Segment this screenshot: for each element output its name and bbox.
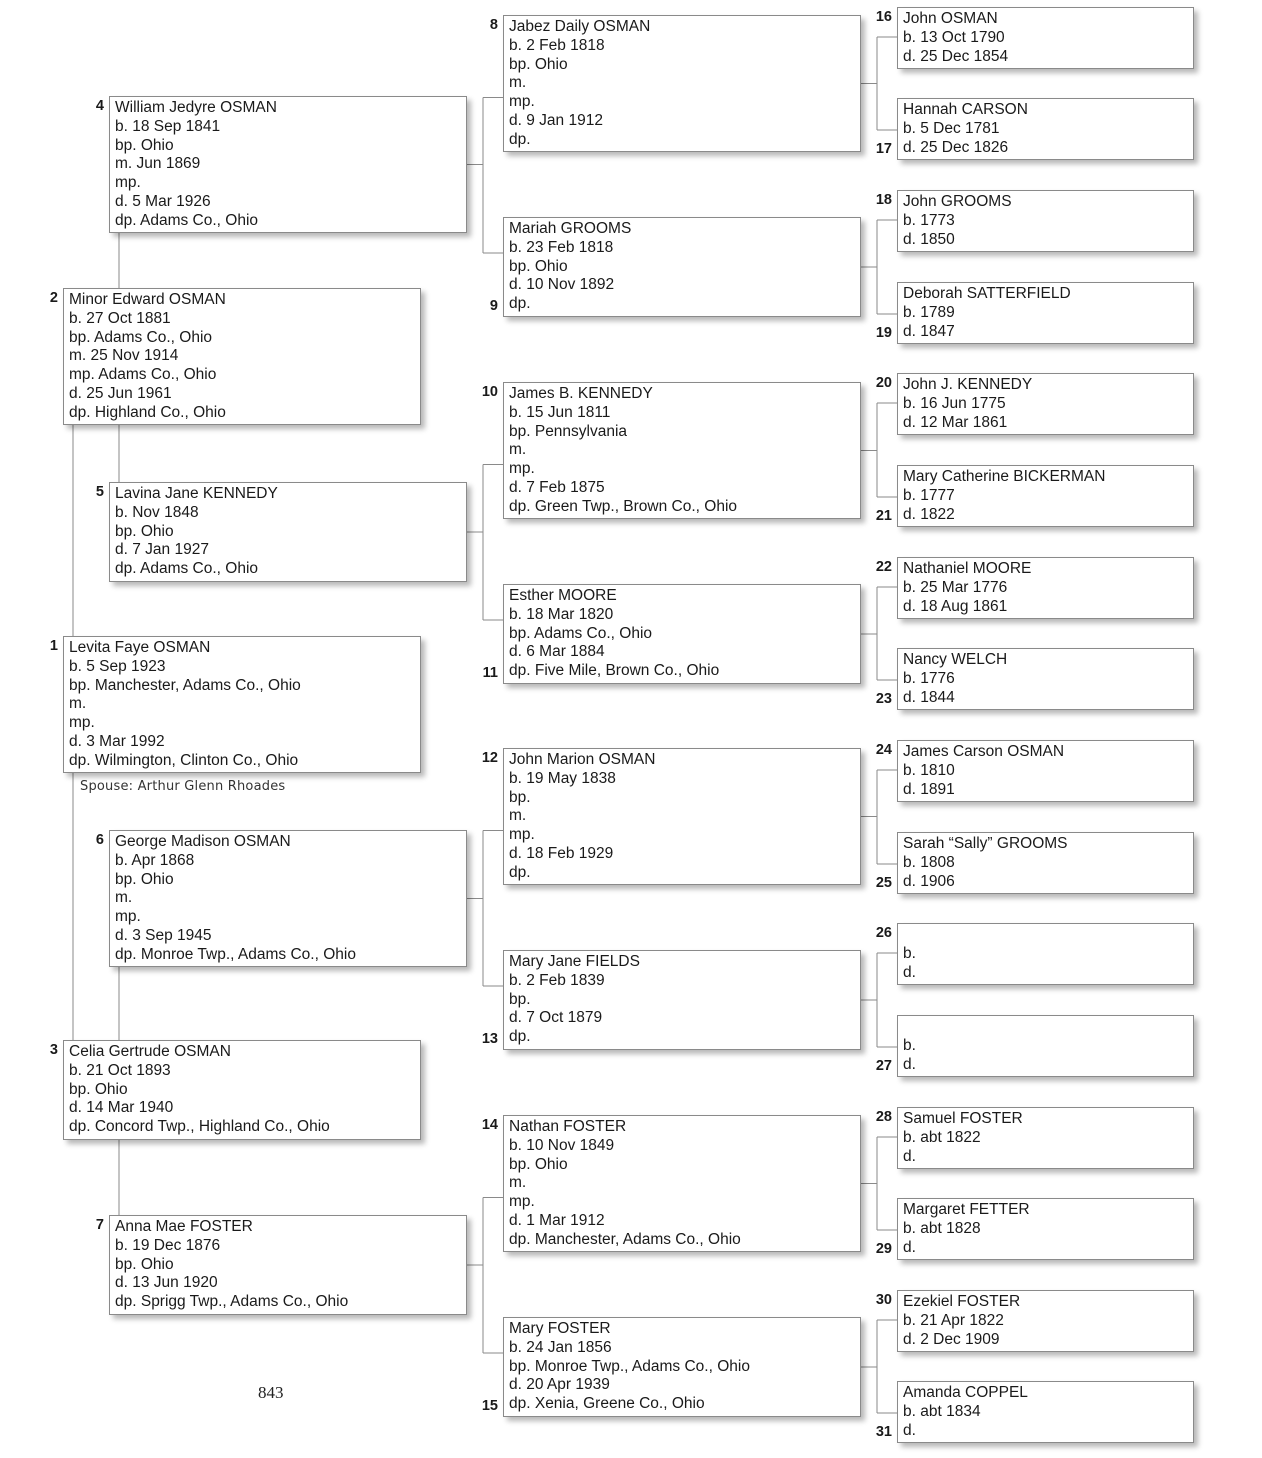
person-detail: b. 24 Jan 1856 [509, 1338, 612, 1356]
person-box-26 [897, 923, 1194, 985]
person-detail: d. 25 Jun 1961 [69, 384, 172, 402]
person-detail: d. [903, 963, 916, 981]
person-detail: m. [509, 74, 527, 92]
person-detail: bp. Adams Co., Ohio [509, 624, 653, 642]
person-number-11: 11 [482, 665, 498, 681]
person-detail: mp. [69, 714, 95, 732]
person-detail: b. abt 1834 [903, 1402, 981, 1420]
person-detail: dp. Sprigg Twp., Adams Co., Ohio [115, 1293, 349, 1311]
person-detail: dp. Manchester, Adams Co., Ohio [509, 1230, 741, 1248]
person-box-29 [897, 1198, 1194, 1260]
person-detail: d. 5 Mar 1926 [115, 192, 211, 210]
person-detail: bp. Pennsylvania [509, 422, 628, 440]
person-detail: bp. Ohio [509, 55, 568, 73]
person-detail: b. 1776 [903, 669, 955, 687]
person-name: Mary Catherine BICKERMAN [903, 468, 1106, 485]
person-detail: dp. Wilmington, Clinton Co., Ohio [69, 751, 299, 769]
person-detail: b. 27 Oct 1881 [69, 309, 171, 327]
person-name: William Jedyre OSMAN [115, 99, 277, 116]
person-box-22 [897, 557, 1194, 619]
person-box-10 [503, 382, 861, 519]
person-detail: b. 1777 [903, 486, 955, 504]
person-number-18: 18 [875, 192, 892, 208]
person-box-21 [897, 465, 1194, 527]
person-detail: b. 10 Nov 1849 [509, 1136, 615, 1154]
person-detail: dp. [509, 1028, 531, 1046]
person-detail: b. 25 Mar 1776 [903, 578, 1008, 596]
person-name [903, 1018, 1193, 1037]
person-detail: dp. [509, 130, 531, 148]
person-box-9 [503, 217, 861, 317]
person-detail: b. 2 Feb 1839 [509, 971, 605, 989]
person-name: Margaret FETTER [903, 1201, 1030, 1218]
person-detail: dp. [509, 295, 531, 313]
person-box-3 [63, 1040, 421, 1140]
person-detail: mp. [509, 460, 535, 478]
person-name: Deborah SATTERFIELD [903, 285, 1071, 302]
person-detail: dp. Five Mile, Brown Co., Ohio [509, 662, 720, 680]
person-number-21: 21 [875, 508, 892, 524]
person-name: Mary Jane FIELDS [509, 953, 640, 970]
person-detail: d. 18 Aug 1861 [903, 597, 1008, 615]
person-detail: d. 2 Dec 1909 [903, 1330, 1000, 1348]
person-name: Anna Mae FOSTER [115, 1218, 253, 1235]
person-box-4 [109, 96, 467, 233]
person-detail: b. Apr 1868 [115, 851, 195, 869]
person-box-1 [63, 636, 421, 773]
person-detail: m. [69, 695, 87, 713]
person-detail: d. 12 Mar 1861 [903, 413, 1008, 431]
person-number-14: 14 [481, 1117, 498, 1133]
person-detail: bp. Adams Co., Ohio [69, 328, 213, 346]
person-box-15 [503, 1317, 861, 1417]
person-detail: d. 3 Sep 1945 [115, 926, 212, 944]
person-detail: d. 7 Oct 1879 [509, 1009, 603, 1027]
person-detail: b. 1810 [903, 761, 955, 779]
person-detail: dp. Adams Co., Ohio [115, 211, 259, 229]
person-name: James Carson OSMAN [903, 743, 1065, 760]
person-detail: mp. [509, 1193, 535, 1211]
person-detail: d. 1850 [903, 230, 955, 248]
person-box-17 [897, 98, 1194, 160]
person-number-4: 4 [95, 98, 104, 114]
person-name: Levita Faye OSMAN [69, 639, 211, 656]
person-detail: dp. Monroe Twp., Adams Co., Ohio [115, 945, 356, 963]
person-detail: bp. Ohio [69, 1080, 128, 1098]
person-detail: bp. [509, 788, 531, 806]
person-detail: d. 1844 [903, 688, 955, 706]
person-name: Nathan FOSTER [509, 1118, 627, 1135]
person-name: John J. KENNEDY [903, 376, 1033, 393]
person-box-23 [897, 648, 1194, 710]
person-number-17: 17 [875, 141, 892, 157]
person-name: Sarah “Sally” GROOMS [903, 835, 1068, 852]
person-number-28: 28 [875, 1109, 892, 1125]
person-detail: b. 5 Dec 1781 [903, 119, 1000, 137]
person-detail: d. 6 Mar 1884 [509, 643, 605, 661]
person-number-2: 2 [49, 290, 58, 306]
person-detail: dp. Highland Co., Ohio [69, 403, 226, 421]
person-detail: mp. Adams Co., Ohio [69, 366, 217, 384]
person-detail: b. abt 1828 [903, 1219, 981, 1237]
person-detail: b. 19 May 1838 [509, 769, 616, 787]
person-name: Nancy WELCH [903, 651, 1008, 668]
person-number-23: 23 [875, 691, 892, 707]
person-name: Esther MOORE [509, 587, 617, 604]
person-detail: b. 23 Feb 1818 [509, 238, 614, 256]
person-detail: b. 15 Jun 1811 [509, 403, 611, 421]
page-number: 843 [258, 1383, 284, 1402]
person-box-24 [897, 740, 1194, 802]
person-detail: m. [509, 807, 527, 825]
person-box-31 [897, 1381, 1194, 1443]
person-detail: bp. Ohio [509, 1155, 568, 1173]
person-number-24: 24 [875, 742, 892, 758]
person-detail: bp. Ohio [115, 136, 174, 154]
person-detail: d. 25 Dec 1826 [903, 138, 1009, 156]
person-name: Jabez Daily OSMAN [509, 18, 651, 35]
person-number-30: 30 [875, 1292, 892, 1308]
person-detail: b. 1808 [903, 853, 955, 871]
person-number-6: 6 [95, 832, 104, 848]
person-number-13: 13 [481, 1031, 498, 1047]
person-box-16 [897, 7, 1194, 69]
person-detail: d. [903, 1238, 916, 1256]
person-detail: d. 7 Jan 1927 [115, 541, 209, 559]
person-detail: m. [509, 441, 527, 459]
person-name: George Madison OSMAN [115, 833, 291, 850]
person-detail: b. 16 Jun 1775 [903, 394, 1006, 412]
person-detail: bp. Monroe Twp., Adams Co., Ohio [509, 1357, 750, 1375]
person-detail: b. [903, 1036, 916, 1054]
person-box-5 [109, 482, 467, 582]
person-name: Minor Edward OSMAN [69, 291, 226, 308]
person-name: Mariah GROOMS [509, 220, 632, 237]
person-detail: d. 25 Dec 1854 [903, 47, 1009, 65]
person-detail: dp. Green Twp., Brown Co., Ohio [509, 497, 738, 515]
person-detail: b. 21 Oct 1893 [69, 1061, 171, 1079]
person-detail: d. [903, 1147, 916, 1165]
person-number-5: 5 [95, 484, 104, 500]
person-number-3: 3 [49, 1042, 58, 1058]
person-name: John OSMAN [903, 10, 998, 27]
person-detail: d. 14 Mar 1940 [69, 1099, 174, 1117]
person-detail: d. 1847 [903, 322, 955, 340]
person-box-28 [897, 1107, 1194, 1169]
person-detail: b. 19 Dec 1876 [115, 1236, 221, 1254]
person-detail: mp. [115, 174, 141, 192]
person-number-9: 9 [489, 298, 498, 314]
person-detail: mp. [509, 93, 535, 111]
person-number-19: 19 [875, 325, 892, 341]
person-detail: bp. Ohio [509, 257, 568, 275]
person-box-13 [503, 950, 861, 1050]
person-number-16: 16 [875, 9, 892, 25]
person-box-18 [897, 190, 1194, 252]
person-number-29: 29 [875, 1241, 892, 1257]
person-box-30 [897, 1290, 1194, 1352]
person-detail: b. Nov 1848 [115, 503, 199, 521]
person-name: Amanda COPPEL [903, 1384, 1028, 1401]
person-number-12: 12 [481, 750, 498, 766]
person-detail: b. [903, 944, 916, 962]
person-detail: m. 25 Nov 1914 [69, 347, 179, 365]
person-detail: d. [903, 1055, 916, 1073]
person-detail: b. 2 Feb 1818 [509, 36, 605, 54]
person-name: Samuel FOSTER [903, 1110, 1023, 1127]
person-number-7: 7 [95, 1217, 104, 1233]
person-box-25 [897, 832, 1194, 894]
person-detail: m. [509, 1174, 527, 1192]
person-detail: d. 9 Jan 1912 [509, 111, 603, 129]
person-box-27 [897, 1015, 1194, 1077]
person-name: Hannah CARSON [903, 101, 1028, 118]
person-number-27: 27 [875, 1058, 892, 1074]
person-detail: d. 1822 [903, 505, 955, 523]
person-number-1: 1 [49, 638, 58, 654]
person-detail: b. 1773 [903, 211, 955, 229]
person-detail: b. 13 Oct 1790 [903, 28, 1005, 46]
person-box-6 [109, 830, 467, 967]
person-name: John GROOMS [903, 193, 1012, 210]
person-detail: b. 18 Mar 1820 [509, 605, 614, 623]
person-name: Celia Gertrude OSMAN [69, 1043, 231, 1060]
person-box-11 [503, 584, 861, 684]
person-detail: d. 10 Nov 1892 [509, 276, 615, 294]
person-box-2 [63, 288, 421, 425]
person-name: Lavina Jane KENNEDY [115, 485, 278, 502]
person-detail: d. 1 Mar 1912 [509, 1211, 605, 1229]
person-detail: bp. [509, 990, 531, 1008]
person-number-25: 25 [875, 875, 892, 891]
person-box-14 [503, 1115, 861, 1252]
person-detail: b. 18 Sep 1841 [115, 117, 221, 135]
person-name: Ezekiel FOSTER [903, 1293, 1021, 1310]
person-name: Mary FOSTER [509, 1320, 611, 1337]
person-box-20 [897, 373, 1194, 435]
person-detail: d. 13 Jun 1920 [115, 1274, 218, 1292]
person-number-26: 26 [875, 925, 892, 941]
person-number-8: 8 [489, 17, 498, 33]
person-number-22: 22 [875, 559, 892, 575]
person-detail: m. Jun 1869 [115, 155, 201, 173]
person-number-15: 15 [481, 1398, 498, 1414]
person-box-19 [897, 282, 1194, 344]
person-detail: mp. [509, 826, 535, 844]
person-box-7 [109, 1215, 467, 1315]
person-detail: b. 21 Apr 1822 [903, 1311, 1004, 1329]
person-detail: bp. Ohio [115, 870, 174, 888]
person-detail: dp. Adams Co., Ohio [115, 560, 259, 578]
person-box-12 [503, 748, 861, 885]
spouse-label: Spouse: Arthur Glenn Rhoades [80, 779, 286, 794]
person-name: James B. KENNEDY [509, 385, 653, 402]
person-number-10: 10 [481, 384, 498, 400]
person-detail: d. 3 Mar 1992 [69, 732, 165, 750]
person-name: Nathaniel MOORE [903, 560, 1032, 577]
person-detail: d. 1891 [903, 780, 955, 798]
person-detail: d. 18 Feb 1929 [509, 844, 614, 862]
person-name [903, 926, 1193, 945]
person-detail: b. 5 Sep 1923 [69, 657, 166, 675]
person-name: John Marion OSMAN [509, 751, 656, 768]
person-detail: b. 1789 [903, 303, 955, 321]
person-number-31: 31 [875, 1424, 892, 1440]
person-detail: dp. [509, 863, 531, 881]
person-detail: d. 20 Apr 1939 [509, 1376, 610, 1394]
person-detail: dp. Xenia, Greene Co., Ohio [509, 1395, 705, 1413]
person-box-8 [503, 15, 861, 152]
person-detail: dp. Concord Twp., Highland Co., Ohio [69, 1118, 330, 1136]
person-detail: mp. [115, 908, 141, 926]
person-number-20: 20 [875, 375, 892, 391]
person-detail: bp. Ohio [115, 1255, 174, 1273]
person-detail: d. [903, 1421, 916, 1439]
person-detail: d. 7 Feb 1875 [509, 478, 605, 496]
person-detail: bp. Ohio [115, 522, 174, 540]
person-detail: b. abt 1822 [903, 1128, 981, 1146]
person-detail: bp. Manchester, Adams Co., Ohio [69, 676, 301, 694]
person-detail: m. [115, 889, 133, 907]
person-detail: d. 1906 [903, 872, 955, 890]
